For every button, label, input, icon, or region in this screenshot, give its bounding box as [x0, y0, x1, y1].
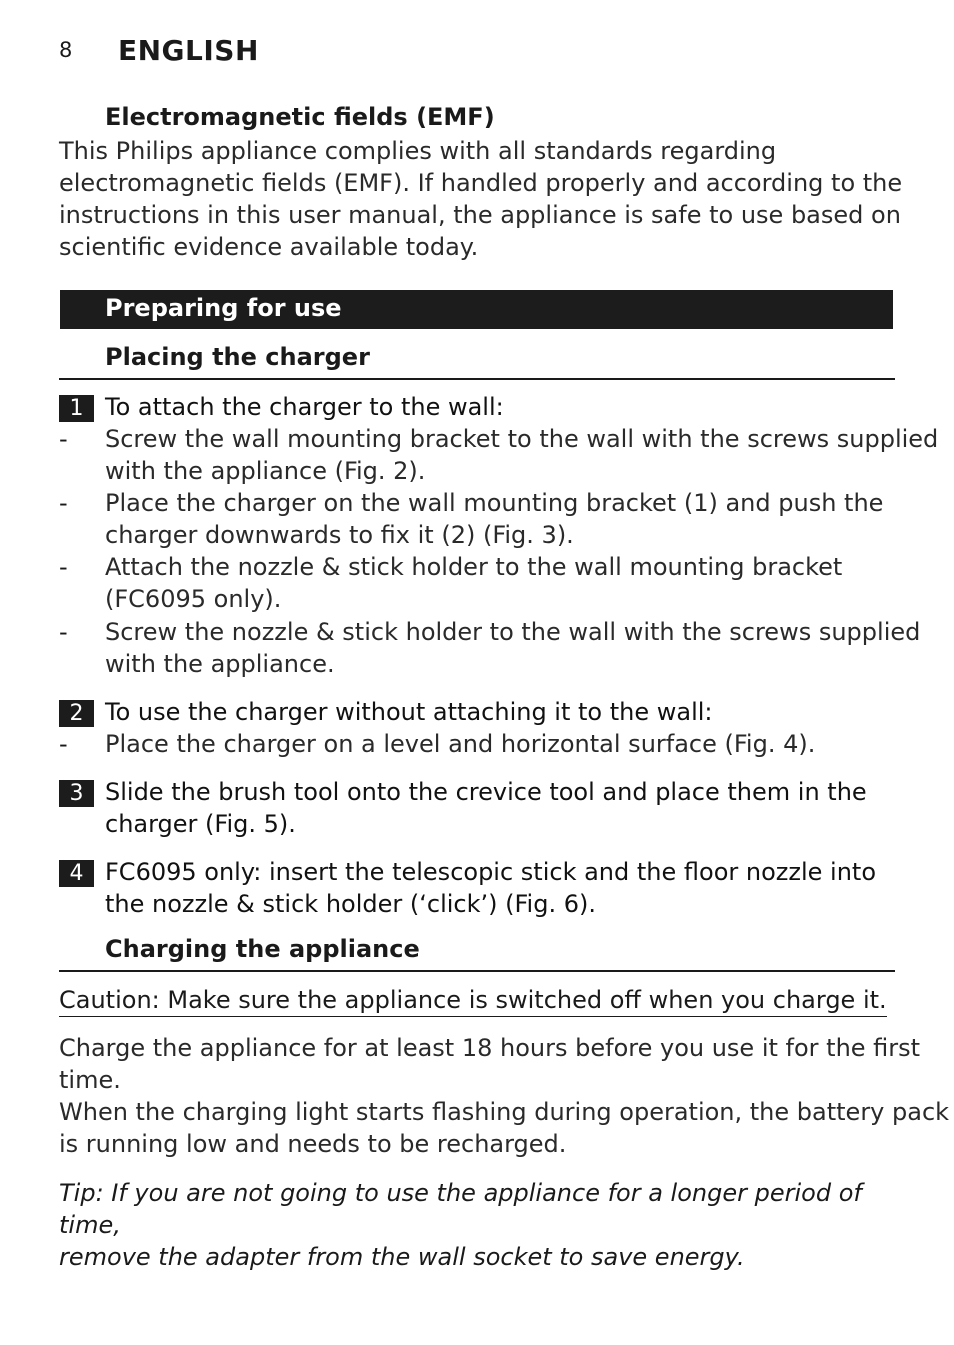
bullet-dash: - [59, 730, 68, 758]
step-text: To use the charger without attaching it to the wall: [105, 698, 713, 726]
caution-text: Caution: Make sure the appliance is switched off when you charge it. [59, 984, 887, 1017]
tip-text [59, 1177, 899, 1273]
bullet-line: Screw the wall mounting bracket to the wall with the screws supplied [105, 425, 939, 453]
paragraph-line: time. [59, 1066, 121, 1094]
bullet-dash: - [59, 618, 68, 646]
bullet-item [105, 423, 938, 487]
paragraph-line: Charge the appliance for at least 18 hours before you use it for the first [59, 1034, 921, 1062]
bullet-dash: - [59, 425, 68, 453]
section-title: Preparing for use [105, 294, 342, 322]
bullet-item: Place the charger on a level and horizontal surface (Fig. 4). [105, 730, 816, 758]
heading-rule [59, 378, 895, 380]
step-text [105, 776, 867, 840]
paragraph-line: When the charging light starts flashing during operation, the battery pack [59, 1098, 950, 1126]
bullet-line: (FC6095 only). [105, 585, 282, 613]
bullet-line: Attach the nozzle & stick holder to the wall mounting bracket [105, 553, 843, 581]
bullet-dash: - [59, 553, 68, 581]
charging-heading: Charging the appliance [105, 935, 420, 963]
bullet-item [105, 551, 842, 615]
emf-line: electromagnetic fields (EMF). If handled properly and according to the [59, 169, 903, 197]
bullet-line: Screw the nozzle & stick holder to the wall with the screws supplied [105, 618, 921, 646]
heading-rule [59, 970, 895, 972]
step-number-box: 4 [59, 860, 94, 887]
emf-heading: Electromagnetic fields (EMF) [105, 103, 495, 131]
bullet-item [105, 616, 920, 680]
step-line: the nozzle & stick holder (‘click’) (Fig. 6). [105, 890, 596, 918]
emf-line: scientific evidence available today. [59, 233, 479, 261]
step-number-box: 2 [59, 700, 94, 727]
step-line: FC6095 only: insert the telescopic stick and the floor nozzle into [105, 858, 876, 886]
charging-paragraph [59, 1032, 949, 1160]
page-number: 8 [59, 38, 73, 62]
placing-heading: Placing the charger [105, 343, 370, 371]
emf-paragraph [59, 135, 902, 263]
tip-line: Tip: If you are not going to use the appliance for a longer period of time, [59, 1179, 862, 1239]
tip-line: remove the adapter from the wall socket to save energy. [59, 1243, 745, 1271]
bullet-item [105, 487, 883, 551]
step-text: To attach the charger to the wall: [105, 393, 504, 421]
bullet-line: charger downwards to fix it (2) (Fig. 3). [105, 521, 574, 549]
step-line: Slide the brush tool onto the crevice tool and place them in the [105, 778, 867, 806]
bullet-line: with the appliance. [105, 650, 335, 678]
step-number-box: 3 [59, 780, 94, 807]
bullet-line: Place the charger on the wall mounting bracket (1) and push the [105, 489, 884, 517]
emf-line: This Philips appliance complies with all standards regarding [59, 137, 777, 165]
language-heading: ENGLISH [118, 34, 259, 67]
bullet-dash: - [59, 489, 68, 517]
step-line: charger (Fig. 5). [105, 810, 296, 838]
section-bar-preparing [60, 290, 893, 329]
paragraph-line: is running low and needs to be recharged. [59, 1130, 567, 1158]
bullet-line: with the appliance (Fig. 2). [105, 457, 426, 485]
step-number-box: 1 [59, 395, 94, 422]
emf-line: instructions in this user manual, the appliance is safe to use based on [59, 201, 901, 229]
step-text [105, 856, 876, 920]
